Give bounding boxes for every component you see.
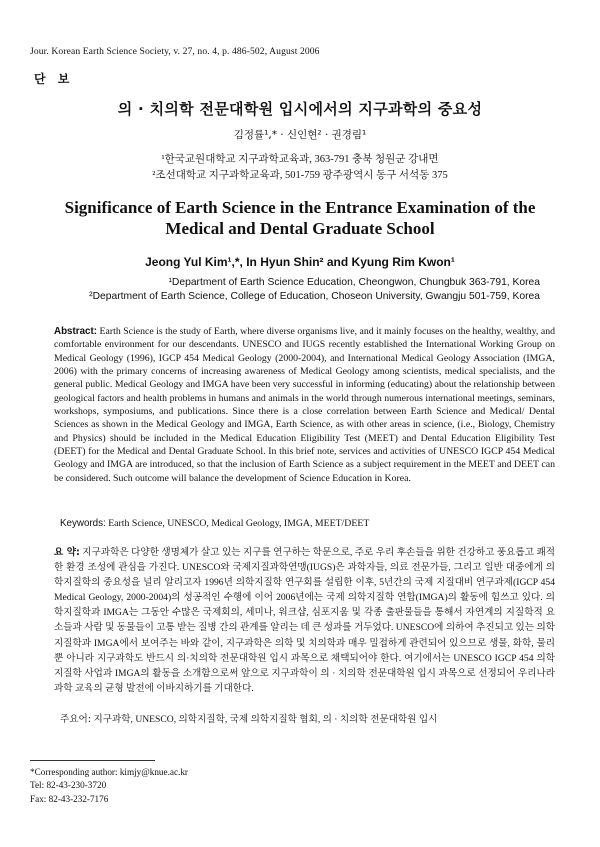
abstract-text: Earth Science is the study of Earth, where diverse organisms live, and it mainly focuses on the healthy, wealthy, and comfortable environment for our descendants. UNESCO and IUGS recently established the International Working Group on Medical Geology (1996), IGCP 454 Medical Geology (2000-2004), and International Medical Geology Association (IMGA, 2006) with the primary concerns of increasing awareness of Medical Geology among scientists, medical specialists, and the general public. Medical Geology and IMGA have been very successful in informing (educating) about the relationship between geological factors and health problems in humans and animals in the world through numerous international meetings, seminars, workshops, symposiums, and publications. Since there is a close correlation between Earth Science and Medical/ Dental Sciences as shown in the Medical Geology and IMGA, Earth Science, as with other areas in science, (i.e., Biology, Chemistry and Physics) should be included in the Medical Education Eligibility Test (MEET) and Dental Education Eligibility Test (DEET) for the Medical and Dental Graduate School. In this brief note, services and activities of UNESCO IGCP 454 Medical Geology and IMGA are introduced, so that the inclusion of Earth Science as a subject requirement in the MEET and DEET can be considered. Such outcome will balance the development of Science Education in Korea.	[54, 326, 556, 484]
korean-keywords-text: 지구과학, UNESCO, 의학지질학, 국제 의학지질학 협회, 의 · 치의학 전문대학원 입시	[93, 714, 438, 725]
keywords-label: Keywords:	[60, 518, 106, 529]
abstract	[54, 325, 555, 485]
keywords-text: Earth Science, UNESCO, Medical Geology, IMGA, MEET/DEET	[108, 518, 370, 529]
korean-summary-text: 지구과학은 다양한 생명체가 살고 있는 지구를 연구하는 학문으로, 주로 우리 후손들을 위한 건강하고 풍요롭고 쾌적한 환경 조성에 관심을 가진다. UNESCO와 국제지질과학연맹(IUGS)은 과학자들, 의료 전문가들, 그리고 일반 대중에게 의학지질학의 중요성을 널리 알리고자 1996년 의학지질학 연구회를 설립한 이후, 5년간의 국제 지질대비 연구과제(IGCP 454 Medical Geology, 2000-2004)의 성공적인 수행에 이어 2006년에는 국제 의학지질학 연합(IMGA)의 활동에 힘쓰고 있다. 의학지질학과 IMGA는 그동안 수많은 국제회의, 세미나, 워크샵, 심포지움 및 각종 출판물들을 통해서 자연계의 지질학적 요소들과 사람 및 동물들이 고통 받는 질병 간의 관계를 알리는 데 큰 성과를 거두었다. UNESCO에 의하여 추진되고 있는 의학지질학과 IMGA에서 보여주는 바와 같이, 지구과학은 의학 및 치의학과 매우 밀접하게 관련되어 있으므로 생물, 화학, 물리 뿐 아니라 지구과학도 반드시 의·치의학 전문대학원 입시 과목으로 채택되어야 한다. 여기에서는 UNESCO IGCP 454 의학지질학 사업과 IMGA의 활동을 소개함으로써 앞으로 지구과학이 의 · 치의학 전문대학원 입시 과목으로 선정되어 우리나라 과학 교육의 균형 발전에 이바지하기를 기대한다.	[54, 547, 555, 694]
korean-keywords	[60, 711, 437, 725]
abstract-label: Abstract:	[54, 326, 98, 337]
english-affiliation-1: ¹Department of Earth Science Education, Cheongwon, Chungbuk 363-791, Korea	[168, 277, 540, 288]
section-label: 단 보	[34, 72, 74, 86]
english-title: Significance of Earth Science in the Entrance Examination of the Medical and Dental Graduate School	[64, 198, 536, 238]
korean-authors: 김정률¹,* · 신인현² · 권경림¹	[233, 129, 367, 141]
footnote	[30, 766, 188, 806]
telephone: Tel: 82-43-230-3720	[30, 780, 107, 791]
korean-summary	[54, 545, 555, 696]
korean-summary-label: 요 약:	[54, 547, 80, 558]
korean-title: 의 · 치의학 전문대학원 입시에서의 지구과학의 중요성	[117, 100, 483, 118]
english-authors: Jeong Yul Kim¹,*, In Hyun Shin² and Kyung Rim Kwon¹	[145, 255, 455, 269]
english-affiliation-2: ²Department of Earth Science, College of Education, Choseon University, Gwangju 501-759, Korea	[89, 291, 540, 302]
korean-affiliation-1: ¹한국교원대학교 지구과학교육과, 363-791 충북 청원군 강내면	[161, 154, 439, 165]
journal-header: Jour. Korean Earth Science Society, v. 27, no. 4, p. 486-502, August 2006	[30, 46, 320, 57]
korean-keywords-label: 주요어:	[60, 714, 92, 725]
fax: Fax: 82-43-232-7176	[30, 793, 109, 804]
korean-affiliation-2: ²조선대학교 지구과학교육과, 501-759 광주광역시 동구 서석동 375	[152, 170, 448, 181]
keywords	[60, 518, 369, 529]
corresponding-author: *Corresponding author: kimjy@knue.ac.kr	[30, 767, 188, 777]
footnote-divider	[30, 760, 155, 761]
